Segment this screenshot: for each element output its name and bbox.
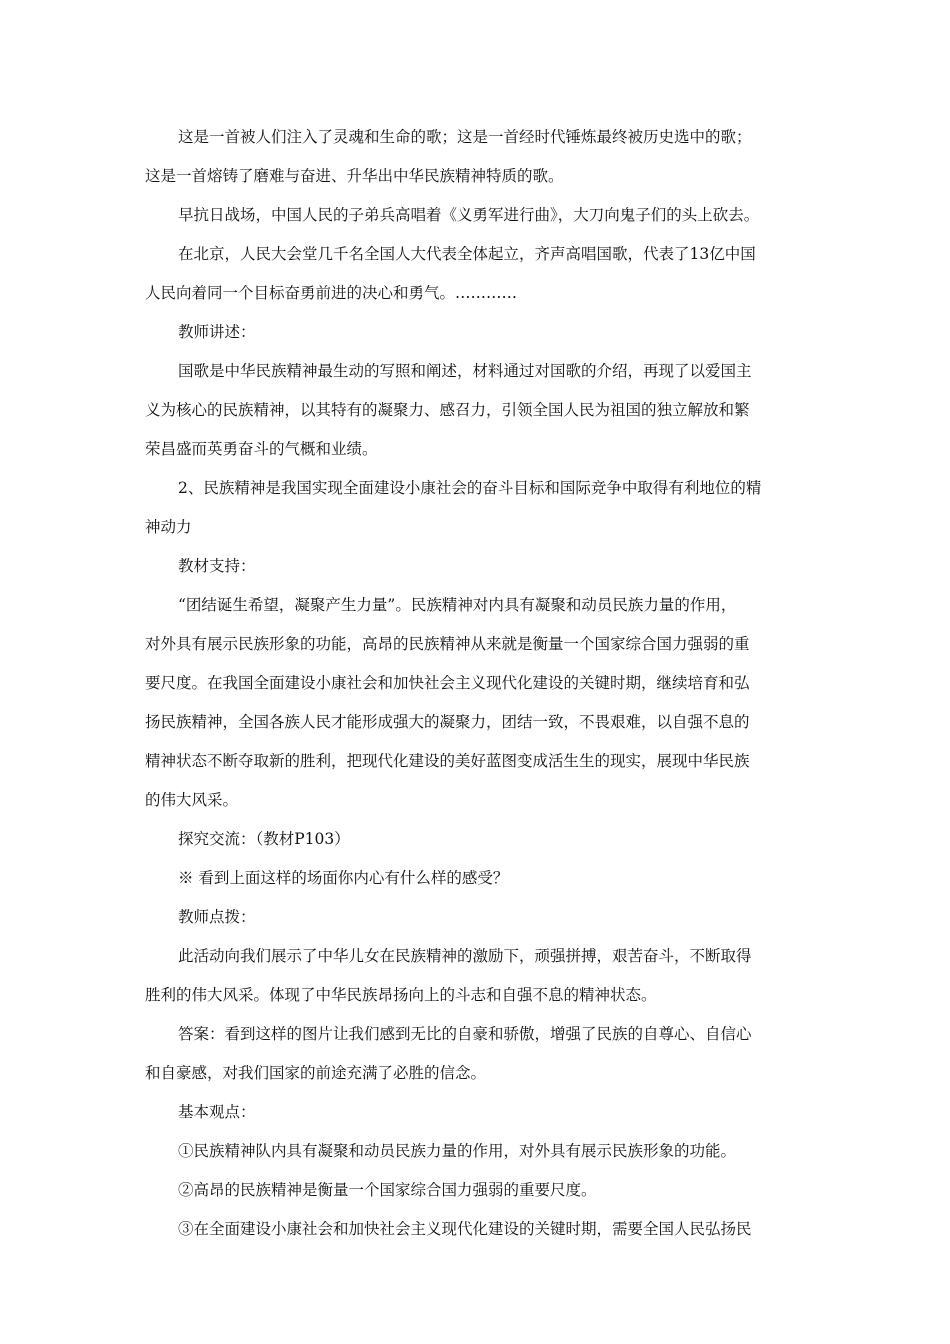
- text-line: 这是一首熔铸了磨难与奋进、升华出中华民族精神特质的歌。: [145, 167, 564, 185]
- section-heading: 教材支持：: [178, 557, 256, 575]
- list-item: ①民族精神队内具有凝聚和动员民族力量的作用，对外具有展示民族形象的功能。: [178, 1142, 737, 1160]
- text-line: 扬民族精神，全国各族人民才能形成强大的凝聚力，团结一致，不畏艰难，以自强不息的: [145, 713, 750, 731]
- answer-line: 答案：看到这样的图片让我们感到无比的自豪和骄傲，增强了民族的自尊心、自信心: [178, 1025, 752, 1043]
- section-heading: 探究交流：（教材P103）: [178, 830, 350, 848]
- text-line: 人民向着同一个目标奋勇前进的决心和勇气。…………: [145, 284, 518, 302]
- text-line: 这是一首被人们注入了灵魂和生命的歌；这是一首经时代锤炼最终被历史选中的歌；: [178, 128, 752, 146]
- text-line: 义为核心的民族精神，以其特有的凝聚力、感召力，引领全国人民为祖国的独立解放和繁: [145, 401, 750, 419]
- document-body: [145, 124, 805, 1255]
- list-item: ③在全面建设小康社会和加快社会主义现代化建设的关键时期，需要全国人民弘扬民: [178, 1220, 752, 1238]
- section-heading: 教师讲述：: [178, 323, 256, 341]
- text-line: 在北京，人民大会堂几千名全国人大代表全体起立，齐声高唱国歌，代表了13亿中国: [178, 245, 756, 263]
- text-line: 早抗日战场，中国人民的子弟兵高唱着《义勇军进行曲》，大刀向鬼子们的头上砍去。: [178, 206, 760, 224]
- text-line: 的伟大风采。: [145, 791, 239, 809]
- text-line: 国歌是中华民族精神最生动的写照和阐述，材料通过对国歌的介绍，再现了以爱国主: [178, 362, 752, 380]
- text-line: 对外具有展示民族形象的功能，高昂的民族精神从来就是衡量一个国家综合国力强弱的重: [145, 635, 750, 653]
- text-line: 和自豪感，对我们国家的前途充满了必胜的信念。: [145, 1064, 487, 1082]
- text-line: 要尺度。在我国全面建设小康社会和加快社会主义现代化建设的关键时期，继续培育和弘: [145, 674, 750, 692]
- question-line: ※ 看到上面这样的场面你内心有什么样的感受？: [178, 869, 509, 887]
- text-line: 精神状态不断夺取新的胜利，把现代化建设的美好蓝图变成活生生的现实，展现中华民族: [145, 752, 750, 770]
- section-heading: 教师点拨：: [178, 908, 256, 926]
- numbered-point: 2、民族精神是我国实现全面建设小康社会的奋斗目标和国际竞争中取得有利地位的精: [178, 479, 762, 497]
- list-item: ②高昂的民族精神是衡量一个国家综合国力强弱的重要尺度。: [178, 1181, 597, 1199]
- text-line: 胜利的伟大风采。体现了中华民族昂扬向上的斗志和自强不息的精神状态。: [145, 986, 657, 1004]
- text-line: 此活动向我们展示了中华儿女在民族精神的激励下，顽强拼搏，艰苦奋斗，不断取得: [178, 947, 752, 965]
- text-line: “团结诞生希望，凝聚产生力量”。民族精神对内具有凝聚和动员民族力量的作用，: [178, 596, 737, 614]
- text-line: 神动力: [145, 518, 192, 536]
- text-line: 荣昌盛而英勇奋斗的气概和业绩。: [145, 440, 378, 458]
- section-heading: 基本观点：: [178, 1103, 256, 1121]
